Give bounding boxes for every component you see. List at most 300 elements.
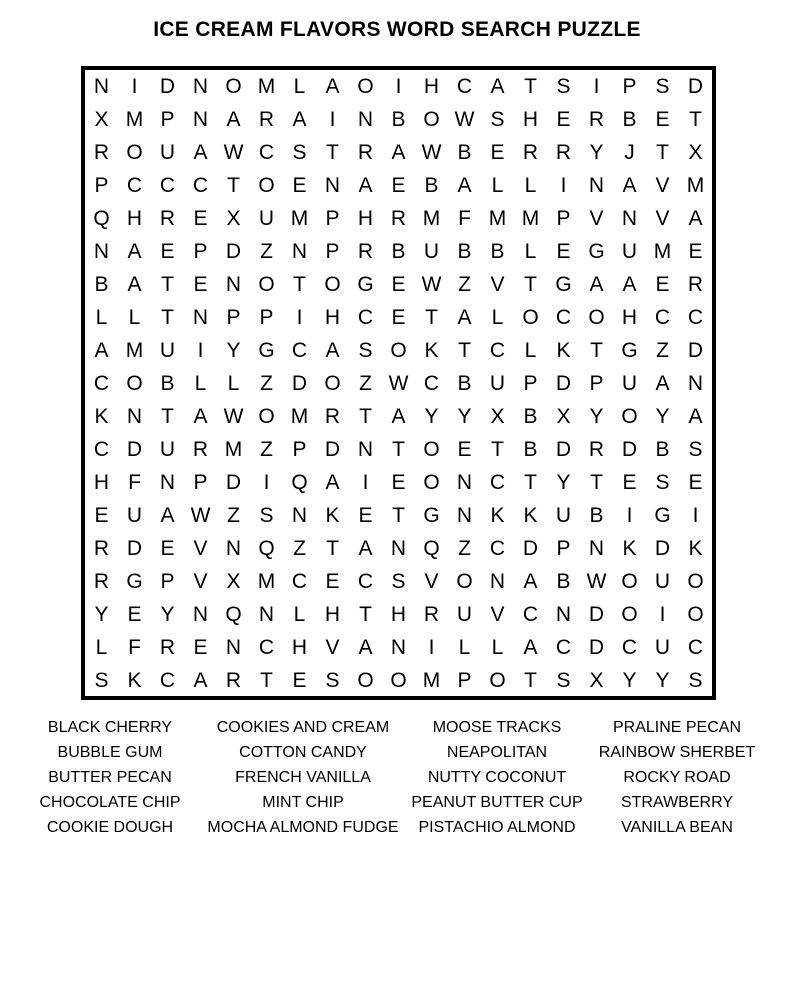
- grid-letter: G: [357, 273, 374, 296]
- grid-letter: U: [489, 372, 506, 395]
- grid-letter: X: [226, 570, 241, 593]
- grid-letter: W: [388, 372, 409, 395]
- grid-letter: F: [128, 636, 141, 659]
- grid-letter: N: [324, 174, 341, 197]
- grid-letter: D: [687, 75, 704, 98]
- grid-letter: Z: [359, 372, 372, 395]
- grid-letter: N: [291, 504, 308, 527]
- grid-letter: S: [655, 471, 670, 494]
- grid-letter: A: [523, 570, 538, 593]
- grid-letter: N: [555, 603, 572, 626]
- grid-letter: O: [390, 669, 407, 692]
- grid-letter: D: [588, 636, 605, 659]
- grid-letter: A: [688, 207, 703, 230]
- grid-letter: P: [259, 306, 274, 329]
- grid-letter: I: [593, 75, 600, 98]
- grid-letter: N: [192, 306, 209, 329]
- grid-letter: A: [292, 108, 307, 131]
- grid-letter: X: [94, 108, 109, 131]
- grid-letter: W: [223, 405, 244, 428]
- grid-row: [85, 433, 712, 466]
- word-column: [397, 715, 597, 840]
- grid-letter: N: [159, 471, 176, 494]
- grid-letter: K: [556, 339, 571, 362]
- grid-letter: S: [259, 504, 274, 527]
- grid-letter: C: [423, 372, 440, 395]
- grid-letter: E: [688, 471, 703, 494]
- word-item: STRAWBERRY: [620, 794, 733, 811]
- grid-letter: T: [524, 75, 537, 98]
- grid-letter: B: [490, 240, 505, 263]
- word-column: [577, 715, 777, 840]
- grid-letter: E: [556, 108, 571, 131]
- grid-letter: A: [193, 405, 208, 428]
- grid-letter: R: [390, 207, 407, 230]
- grid-letter: Y: [655, 405, 670, 428]
- grid-letter: N: [126, 405, 143, 428]
- grid-letter: O: [126, 372, 143, 395]
- grid-letter: E: [457, 438, 472, 461]
- grid-letter: H: [126, 207, 143, 230]
- grid-letter: N: [93, 75, 110, 98]
- grid-letter: M: [653, 240, 672, 263]
- grid-letter: L: [491, 636, 504, 659]
- grid-letter: G: [654, 504, 671, 527]
- grid-letter: P: [193, 240, 208, 263]
- grid-letter: A: [193, 141, 208, 164]
- grid-letter: A: [655, 372, 670, 395]
- grid-letter: L: [524, 174, 537, 197]
- grid-letter: W: [190, 504, 211, 527]
- grid-row: [85, 235, 712, 268]
- grid-letter: V: [490, 603, 505, 626]
- grid-letter: P: [94, 174, 109, 197]
- grid-letter: R: [159, 207, 176, 230]
- grid-letter: C: [126, 174, 143, 197]
- grid-letter: L: [524, 339, 537, 362]
- grid-letter: U: [621, 372, 638, 395]
- grid-letter: I: [296, 306, 303, 329]
- grid-letter: B: [94, 273, 109, 296]
- grid-letter: I: [626, 504, 633, 527]
- grid-letter: S: [292, 141, 307, 164]
- grid-letter: T: [227, 174, 240, 197]
- grid-letter: E: [127, 603, 142, 626]
- grid-letter: P: [325, 207, 340, 230]
- grid-letter: Y: [94, 603, 109, 626]
- grid-letter: G: [126, 570, 143, 593]
- grid-row: [85, 400, 712, 433]
- grid-letter: E: [94, 504, 109, 527]
- grid-letter: B: [391, 240, 406, 263]
- grid-letter: X: [589, 669, 604, 692]
- grid-letter: M: [290, 207, 309, 230]
- grid-letter: E: [292, 669, 307, 692]
- grid-letter: N: [489, 570, 506, 593]
- grid-letter: B: [457, 240, 472, 263]
- grid-letter: T: [326, 537, 339, 560]
- grid-letter: Y: [160, 603, 175, 626]
- grid-letter: U: [159, 438, 176, 461]
- grid-letter: K: [523, 504, 538, 527]
- grid-letter: P: [292, 438, 307, 461]
- grid-letter: V: [655, 207, 670, 230]
- grid-letter: Z: [227, 504, 240, 527]
- word-column: [10, 715, 210, 840]
- grid-letter: P: [457, 669, 472, 692]
- grid-letter: N: [225, 537, 242, 560]
- grid-letter: U: [555, 504, 572, 527]
- grid-letter: L: [227, 372, 240, 395]
- grid-letter: M: [257, 75, 276, 98]
- grid-letter: S: [655, 75, 670, 98]
- grid-letter: Q: [225, 603, 242, 626]
- grid-letter: S: [688, 438, 703, 461]
- grid-letter: D: [225, 471, 242, 494]
- grid-letter: S: [391, 570, 406, 593]
- grid-letter: R: [225, 669, 242, 692]
- grid-letter: A: [622, 273, 637, 296]
- grid-letter: R: [423, 603, 440, 626]
- grid-letter: Y: [457, 405, 472, 428]
- grid-letter: U: [258, 207, 275, 230]
- grid-letter: B: [160, 372, 175, 395]
- grid-row: [85, 301, 712, 334]
- grid-letter: H: [93, 471, 110, 494]
- grid-letter: O: [522, 306, 539, 329]
- grid-letter: N: [225, 273, 242, 296]
- grid-letter: D: [555, 372, 572, 395]
- grid-letter: R: [588, 108, 605, 131]
- grid-letter: C: [357, 570, 374, 593]
- grid-letter: D: [621, 438, 638, 461]
- grid-letter: G: [423, 504, 440, 527]
- grid-letter: N: [258, 603, 275, 626]
- word-item: MINT CHIP: [262, 794, 344, 811]
- grid-letter: C: [291, 339, 308, 362]
- word-item: FRENCH VANILLA: [235, 769, 371, 786]
- grid-letter: A: [325, 471, 340, 494]
- grid-letter: N: [621, 207, 638, 230]
- grid-row: [85, 499, 712, 532]
- grid-letter: L: [293, 75, 306, 98]
- grid-letter: E: [358, 504, 373, 527]
- grid-letter: W: [421, 273, 442, 296]
- grid-letter: N: [357, 438, 374, 461]
- grid-letter: E: [622, 471, 637, 494]
- grid-letter: U: [159, 141, 176, 164]
- grid-letter: Q: [423, 537, 440, 560]
- grid-letter: E: [688, 240, 703, 263]
- grid-letter: B: [424, 174, 439, 197]
- grid-letter: I: [560, 174, 567, 197]
- grid-letter: Q: [258, 537, 275, 560]
- grid-row: [85, 631, 712, 664]
- grid-letter: X: [556, 405, 571, 428]
- grid-letter: T: [689, 108, 702, 131]
- grid-letter: G: [621, 339, 638, 362]
- grid-letter: T: [524, 273, 537, 296]
- grid-letter: J: [624, 141, 635, 164]
- word-item: RAINBOW SHERBET: [598, 744, 756, 761]
- grid-letter: O: [324, 273, 341, 296]
- grid-letter: Z: [260, 372, 273, 395]
- grid-letter: X: [688, 141, 703, 164]
- grid-letter: T: [590, 339, 603, 362]
- grid-letter: B: [556, 570, 571, 593]
- grid-letter: E: [160, 537, 175, 560]
- grid-letter: A: [127, 240, 142, 263]
- grid-letter: D: [159, 75, 176, 98]
- grid-letter: M: [422, 207, 441, 230]
- grid-letter: E: [391, 174, 406, 197]
- grid-letter: S: [556, 75, 571, 98]
- grid-letter: Y: [556, 471, 571, 494]
- grid-letter: T: [590, 471, 603, 494]
- grid-letter: E: [655, 273, 670, 296]
- grid-row: [85, 70, 712, 103]
- grid-letter: C: [456, 75, 473, 98]
- grid-letter: I: [659, 603, 666, 626]
- grid-letter: O: [258, 405, 275, 428]
- grid-letter: V: [193, 537, 208, 560]
- grid-letter: C: [489, 471, 506, 494]
- grid-letter: I: [329, 108, 336, 131]
- grid-letter: A: [358, 636, 373, 659]
- grid-letter: V: [589, 207, 604, 230]
- grid-letter: O: [357, 75, 374, 98]
- grid-letter: B: [457, 141, 472, 164]
- grid-letter: O: [423, 471, 440, 494]
- grid-letter: O: [258, 273, 275, 296]
- grid-letter: O: [324, 372, 341, 395]
- grid-letter: E: [160, 240, 175, 263]
- grid-letter: C: [489, 339, 506, 362]
- grid-letter: R: [687, 273, 704, 296]
- grid-letter: L: [491, 306, 504, 329]
- grid-letter: E: [391, 273, 406, 296]
- grid-letter: T: [293, 273, 306, 296]
- grid-letter: T: [392, 504, 405, 527]
- grid-letter: N: [588, 174, 605, 197]
- grid-letter: T: [326, 141, 339, 164]
- grid-letter: T: [161, 306, 174, 329]
- grid-letter: H: [522, 108, 539, 131]
- word-item: VANILLA BEAN: [621, 819, 733, 836]
- grid-letter: B: [523, 405, 538, 428]
- grid-letter: E: [193, 207, 208, 230]
- grid-letter: O: [225, 75, 242, 98]
- grid-letter: D: [291, 372, 308, 395]
- grid-letter: U: [654, 570, 671, 593]
- word-item: MOCHA ALMOND FUDGE: [207, 819, 399, 836]
- grid-letter: R: [93, 537, 110, 560]
- grid-letter: H: [357, 207, 374, 230]
- grid-letter: N: [192, 603, 209, 626]
- grid-letter: D: [654, 537, 671, 560]
- grid-letter: L: [293, 603, 306, 626]
- grid-letter: P: [325, 240, 340, 263]
- grid-letter: S: [325, 669, 340, 692]
- grid-letter: L: [95, 636, 108, 659]
- grid-letter: R: [522, 141, 539, 164]
- word-item: ROCKY ROAD: [623, 769, 731, 786]
- grid-letter: R: [357, 141, 374, 164]
- grid-letter: P: [193, 471, 208, 494]
- grid-letter: C: [555, 306, 572, 329]
- grid-letter: V: [193, 570, 208, 593]
- grid-row: [85, 202, 712, 235]
- grid-letter: L: [524, 240, 537, 263]
- grid-letter: S: [358, 339, 373, 362]
- grid-letter: F: [128, 471, 141, 494]
- grid-letter: A: [94, 339, 109, 362]
- grid-letter: T: [524, 669, 537, 692]
- grid-letter: D: [126, 438, 143, 461]
- grid-letter: C: [357, 306, 374, 329]
- grid-letter: C: [93, 438, 110, 461]
- grid-letter: V: [424, 570, 439, 593]
- grid-letter: Y: [589, 405, 604, 428]
- word-column: [203, 715, 403, 840]
- grid-letter: D: [687, 339, 704, 362]
- grid-letter: O: [423, 108, 440, 131]
- grid-letter: C: [159, 174, 176, 197]
- grid-letter: D: [555, 438, 572, 461]
- grid-letter: O: [126, 141, 143, 164]
- grid-letter: R: [555, 141, 572, 164]
- grid-letter: K: [127, 669, 142, 692]
- grid-letter: L: [95, 306, 108, 329]
- word-item: BLACK CHERRY: [47, 719, 173, 736]
- grid-letter: O: [390, 339, 407, 362]
- grid-letter: A: [391, 141, 406, 164]
- grid-letter: M: [686, 174, 705, 197]
- grid-letter: E: [292, 174, 307, 197]
- grid-letter: T: [458, 339, 471, 362]
- grid-letter: S: [94, 669, 109, 692]
- grid-letter: M: [290, 405, 309, 428]
- grid-letter: O: [456, 570, 473, 593]
- grid-letter: T: [425, 306, 438, 329]
- grid-letter: N: [390, 537, 407, 560]
- grid-letter: K: [424, 339, 439, 362]
- grid-letter: H: [621, 306, 638, 329]
- grid-letter: A: [358, 537, 373, 560]
- grid-letter: A: [160, 504, 175, 527]
- grid-letter: O: [258, 174, 275, 197]
- grid-letter: E: [391, 471, 406, 494]
- grid-letter: G: [588, 240, 605, 263]
- grid-letter: A: [358, 174, 373, 197]
- grid-letter: C: [621, 636, 638, 659]
- grid-letter: N: [456, 504, 473, 527]
- grid-letter: R: [588, 438, 605, 461]
- grid-letter: R: [357, 240, 374, 263]
- grid-letter: Z: [293, 537, 306, 560]
- grid-letter: M: [521, 207, 540, 230]
- grid-letter: O: [489, 669, 506, 692]
- grid-letter: K: [688, 537, 703, 560]
- grid-letter: P: [622, 75, 637, 98]
- grid-letter: Y: [589, 141, 604, 164]
- page-title: ICE CREAM FLAVORS WORD SEARCH PUZZLE: [153, 18, 641, 41]
- grid-row: [85, 466, 712, 499]
- grid-letter: K: [490, 504, 505, 527]
- grid-row: [85, 532, 712, 565]
- grid-letter: C: [687, 636, 704, 659]
- grid-row: [85, 367, 712, 400]
- grid-letter: E: [490, 141, 505, 164]
- grid-letter: D: [324, 438, 341, 461]
- grid-row: [85, 334, 712, 367]
- grid-letter: P: [160, 570, 175, 593]
- grid-letter: M: [488, 207, 507, 230]
- grid-letter: N: [390, 636, 407, 659]
- grid-letter: Y: [655, 669, 670, 692]
- grid-letter: Y: [622, 669, 637, 692]
- grid-letter: O: [687, 603, 704, 626]
- grid-letter: H: [390, 603, 407, 626]
- grid-letter: Z: [260, 240, 273, 263]
- grid-letter: E: [193, 636, 208, 659]
- grid-letter: U: [159, 339, 176, 362]
- grid-letter: O: [621, 570, 638, 593]
- grid-letter: T: [656, 141, 669, 164]
- grid-letter: D: [225, 240, 242, 263]
- grid-letter: V: [655, 174, 670, 197]
- grid-letter: M: [125, 108, 144, 131]
- grid-letter: R: [159, 636, 176, 659]
- grid-letter: C: [258, 141, 275, 164]
- grid-letter: T: [392, 438, 405, 461]
- grid-row: [85, 136, 712, 169]
- word-item: COTTON CANDY: [239, 744, 367, 761]
- grid-letter: P: [556, 537, 571, 560]
- grid-letter: C: [654, 306, 671, 329]
- grid-letter: P: [160, 108, 175, 131]
- grid-letter: N: [93, 240, 110, 263]
- grid-letter: U: [456, 603, 473, 626]
- grid-letter: Q: [93, 207, 110, 230]
- grid-letter: B: [457, 372, 472, 395]
- word-item: MOOSE TRACKS: [432, 719, 562, 736]
- grid-letter: B: [655, 438, 670, 461]
- grid-letter: E: [655, 108, 670, 131]
- grid-letter: Y: [226, 339, 241, 362]
- grid-letter: B: [589, 504, 604, 527]
- grid-letter: Z: [458, 273, 471, 296]
- grid-letter: E: [556, 240, 571, 263]
- word-item: CHOCOLATE CHIP: [39, 794, 181, 811]
- grid-letter: S: [490, 108, 505, 131]
- grid-letter: V: [325, 636, 340, 659]
- grid-letter: K: [325, 504, 340, 527]
- grid-row: [85, 169, 712, 202]
- word-item: COOKIES AND CREAM: [216, 719, 390, 736]
- grid-letter: N: [687, 372, 704, 395]
- grid-letter: O: [357, 669, 374, 692]
- grid-letter: C: [291, 570, 308, 593]
- grid-letter: A: [457, 174, 472, 197]
- grid-letter: G: [258, 339, 275, 362]
- grid-letter: T: [524, 471, 537, 494]
- grid-letter: C: [258, 636, 275, 659]
- grid-letter: K: [622, 537, 637, 560]
- grid-letter: I: [362, 471, 369, 494]
- grid-letter: A: [622, 174, 637, 197]
- grid-letter: A: [490, 75, 505, 98]
